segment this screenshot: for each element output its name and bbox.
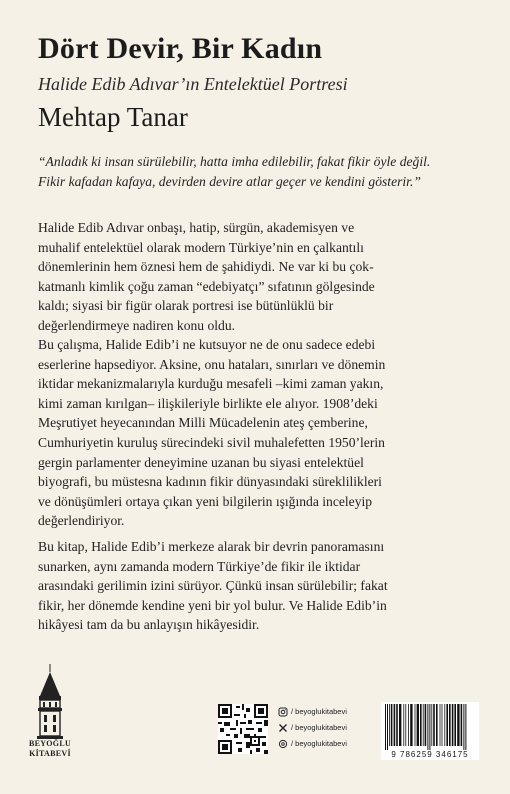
social-handle: / beyoglukitabevi [291,739,347,748]
paragraph-line: Bu çalışma, Halide Edib’i ne kutsuyor ne de onu sadece edebi [38,337,376,352]
instagram-icon [278,707,288,717]
paragraph-line: Halide Edib Adıvar onbaşı, hatip, sürgün, akademisyen ve [38,220,355,235]
paragraph-line: Cumhuriyetin kuruluş sürecindeki sivil muhalefetten 1950’lerin [38,434,385,450]
blurb-paragraph-1 [38,218,478,336]
barcode-bar [415,704,416,746]
paragraph-line: kimi zaman kırılgan– ilişkileriyle birlikte ele alıyor. 1908’deki [38,395,378,411]
book-title: Dört Devir, Bir Kadın [38,32,323,65]
isbn-number: 9 786259 346175 [381,750,479,760]
paragraph-line: muhalif entelektüel olarak modern Türkiye’nin en çalkantılı [38,239,364,255]
barcode-bar [389,704,390,746]
isbn-barcode [381,702,479,750]
paragraph-line: değerlendirmeye nadiren konu oldu. [38,317,236,333]
barcode-bar [396,704,398,746]
barcode-bar [399,704,401,746]
threads-icon [278,739,288,749]
barcode-bar [405,704,406,746]
quote-line: Fikir kafadan kafaya, devirden devire atlar geçer ve kendini gösterir.” [38,174,421,189]
barcode-bar [436,704,438,746]
paragraph-line: sunarken, aynı zamanda modern Türkiye’de fikir ile iktidar [38,558,361,574]
barcode-bar [420,704,422,746]
barcode-bar [394,704,396,746]
social-handle: / beyoglukitabevi [291,723,347,732]
paragraph-line: katmanlı kimlik çoğu zaman “edebiyatçı” sıfatının gölgesinde [38,278,375,294]
publisher-name-line2: KİTABEVİ [29,749,71,758]
barcode-bar [433,704,435,746]
barcode-bar [452,704,454,746]
paragraph-line: iktidar mekanizmalarıyla kurduğu mesafeli –kimi zaman yakın, [38,376,384,392]
barcode-bar [431,704,432,746]
barcode-bar [465,704,466,750]
social-threads[interactable] [278,739,347,749]
barcode-bar [444,704,445,746]
barcode-bar [440,704,441,746]
barcode-bar [391,704,393,746]
paragraph-line: fikir, her dönemde kendine yeni bir yol bulur. Ve Halide Edib’in [38,597,387,613]
barcode-bar [429,704,430,750]
blurb-paragraph-2 [38,335,478,531]
qr-code [218,704,268,754]
barcode-bar [425,704,427,746]
paragraph-line: biyografi, bu müstesna kadının fikir dünyasındaki süreklilikleri [38,474,382,490]
paragraph-line: eserlerine hapsediyor. Aksine, onu hataları, sınırları ve dönemin [38,356,386,372]
paragraph-line: değerlendiriyor. [38,513,125,529]
quote-line: “Anladık ki insan sürülebilir, hatta imha edilebilir, fakat fikir öyle değil. [38,154,431,169]
x-icon [278,723,288,733]
barcode-bar [454,704,456,746]
epigraph-quote [38,152,478,192]
book-subtitle: Halide Edib Adıvar’ın Entelektüel Portresi [38,74,348,94]
paragraph-line: hikâyesi tam da bu anlayışın hikâyesidir. [38,617,260,633]
barcode-bar [423,704,424,746]
barcode-bar [461,704,463,746]
paragraph-line: gergin parlamenter deneyimine uzanan bu siyasi entelektüel [38,454,364,470]
barcode-bar [408,704,409,746]
publisher-name-line1: BEYOĞLU [28,739,72,748]
paragraph-line: arasındaki gerilimin izini sürüyor. Çünkü insan sürülebilir; fakat [38,578,388,594]
social-x[interactable] [278,723,347,733]
blurb-paragraph-3 [38,537,478,635]
paragraph-line: kaldı; siyasi bir figür olarak portresi ise bütünlüklü bir [38,298,334,314]
barcode-bar [457,704,459,746]
social-handle: / beyoglukitabevi [291,707,347,716]
paragraph-line: Meşrutiyet heyecanından Milli Mücadelenin ateş çemberine, [38,415,368,431]
paragraph-line: Bu kitap, Halide Edib’i merkeze alarak bir devrin panoramasını [38,539,385,554]
barcode-bar [417,704,419,746]
paragraph-line: dönemlerinin hem öznesi hem de şahidiydi. Ne var ki bu çok- [38,259,374,275]
barcode-bar [427,704,428,750]
barcode-bar [387,704,388,750]
paragraph-line: ve dönüşümleri ortaya çıkan yeni bilgilerin ışığında inceleyip [38,493,373,509]
barcode-bar [385,704,386,750]
barcode-bar [410,704,412,746]
barcode-bar [442,704,443,746]
barcode-bar [403,704,404,746]
social-instagram[interactable] [278,707,347,717]
author-name: Mehtap Tanar [38,102,188,132]
barcode-bar [446,704,448,746]
barcode-bar [449,704,451,746]
barcode-bar [463,704,464,750]
